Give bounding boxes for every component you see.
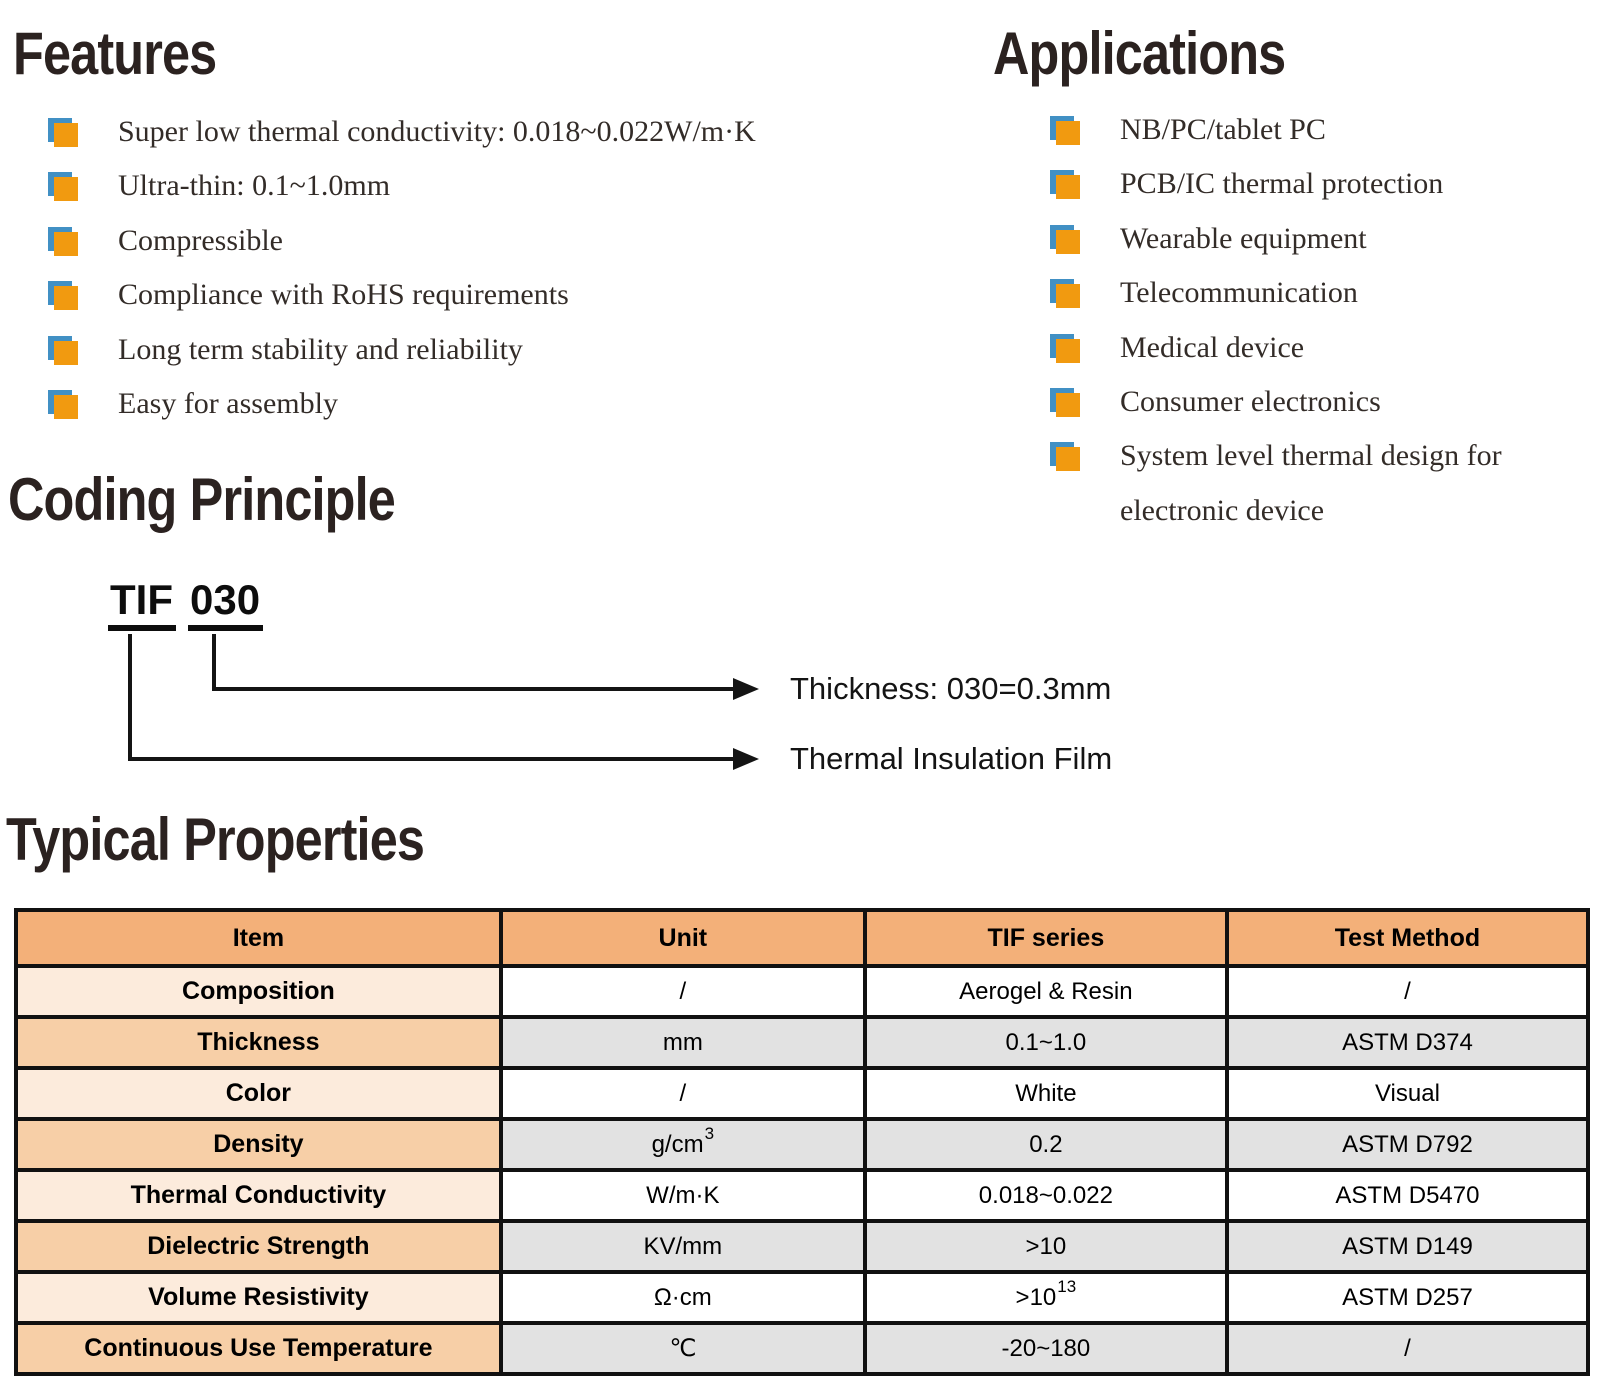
item-cell: Volume Resistivity — [16, 1272, 501, 1323]
unit-cell: W/m·K — [501, 1170, 865, 1221]
table-row — [16, 1272, 1588, 1323]
application-item-text: PCB/IC thermal protection — [1120, 167, 1444, 201]
test-method-cell: ASTM D149 — [1227, 1221, 1588, 1272]
application-item — [1050, 157, 1580, 211]
tif-series-cell: Aerogel & Resin — [865, 966, 1227, 1017]
coding-principle-heading-text: Coding Principle — [8, 466, 395, 533]
application-item-text: Wearable equipment — [1120, 221, 1367, 255]
application-item-text: System level thermal design for electronic device — [1120, 439, 1502, 527]
applications-heading-text: Applications — [993, 20, 1286, 87]
item-cell: Density — [16, 1119, 501, 1170]
coding-principle-heading — [8, 466, 469, 533]
table-row — [16, 1221, 1588, 1272]
film-arrowhead-icon — [733, 748, 759, 770]
table-row — [16, 1017, 1588, 1068]
unit-cell: $g/cm^3$ — [501, 1119, 865, 1170]
code-thickness: 030 — [188, 579, 263, 631]
tif-series-cell: White — [865, 1068, 1227, 1119]
item-cell: Continuous Use Temperature — [16, 1323, 501, 1374]
product-code — [108, 576, 263, 631]
feature-item-text: Ultra-thin: 0.1~1.0mm — [118, 169, 391, 203]
application-item-text: NB/PC/tablet PC — [1120, 113, 1326, 146]
feature-item — [48, 377, 756, 431]
table-body — [16, 966, 1588, 1374]
item-cell: Color — [16, 1068, 501, 1119]
square-bullet-icon — [48, 118, 78, 147]
column-header-item: Item — [16, 910, 501, 966]
unit-cell: ℃ — [501, 1323, 865, 1374]
application-item — [1050, 375, 1580, 429]
unit-cell: / — [501, 966, 865, 1017]
unit-cell: Ω·cm — [501, 1272, 865, 1323]
thickness-arrowhead-icon — [733, 678, 759, 700]
table-row — [16, 1323, 1588, 1374]
thickness-code-label: Thickness: 030=0.3mm — [790, 671, 1112, 706]
application-item — [1050, 266, 1580, 320]
test-method-cell: ASTM D5470 — [1227, 1170, 1588, 1221]
item-cell: Thickness — [16, 1017, 501, 1068]
column-header-unit: Unit — [501, 910, 865, 966]
feature-item-text: Long term stability and reliability — [118, 332, 523, 366]
application-item — [1050, 429, 1580, 538]
application-item — [1050, 321, 1580, 375]
square-bullet-icon — [48, 281, 78, 310]
feature-item — [48, 159, 756, 213]
typical-properties-heading — [6, 806, 504, 873]
column-header-test-method: Test Method — [1227, 910, 1588, 966]
square-bullet-icon — [48, 390, 78, 419]
square-bullet-icon — [1050, 334, 1080, 363]
features-heading-text: Features — [13, 20, 217, 87]
feature-item-text: Easy for assembly — [118, 387, 338, 421]
test-method-cell: / — [1227, 966, 1588, 1017]
feature-item — [48, 105, 756, 159]
square-bullet-icon — [1050, 442, 1080, 471]
square-bullet-icon — [48, 172, 78, 201]
feature-item-text: Compliance with RoHS requirements — [118, 278, 569, 312]
superscript: 13 — [1057, 1276, 1077, 1296]
square-bullet-icon — [1050, 225, 1080, 254]
square-bullet-icon — [48, 336, 78, 365]
tif-series-cell: >10 — [865, 1221, 1227, 1272]
square-bullet-icon — [48, 227, 78, 256]
square-bullet-icon — [1050, 279, 1080, 308]
table-row — [16, 1170, 1588, 1221]
test-method-cell: Visual — [1227, 1068, 1588, 1119]
square-bullet-icon — [1050, 170, 1080, 199]
test-method-cell: / — [1227, 1323, 1588, 1374]
square-bullet-icon — [1050, 388, 1080, 417]
feature-item — [48, 214, 756, 268]
typical-properties-table — [14, 908, 1590, 1376]
feature-item — [48, 323, 756, 377]
table-row — [16, 1119, 1588, 1170]
test-method-cell: ASTM D374 — [1227, 1017, 1588, 1068]
superscript: 3 — [704, 1123, 715, 1143]
tif-series-cell: -20~180 — [865, 1323, 1227, 1374]
unit-cell: mm — [501, 1017, 865, 1068]
square-bullet-icon — [1050, 116, 1080, 145]
table-row — [16, 966, 1588, 1017]
unit-cell: KV/mm — [501, 1221, 865, 1272]
typical-properties-heading-text: Typical Properties — [6, 806, 425, 873]
connector-lines — [130, 634, 735, 759]
tif-series-cell: 0.2 — [865, 1119, 1227, 1170]
tif-series-cell: $>10^{13}$ — [865, 1272, 1227, 1323]
item-cell: Thermal Conductivity — [16, 1170, 501, 1221]
code-prefix: TIF — [108, 579, 176, 631]
feature-item-text: Compressible — [118, 223, 283, 257]
applications-heading — [993, 20, 1341, 87]
tif-series-cell: 0.1~1.0 — [865, 1017, 1227, 1068]
application-item — [1050, 212, 1580, 266]
feature-item-text: Super low thermal conductivity: 0.018~0.022W/m·K — [118, 115, 756, 148]
thickness-connector-line — [214, 634, 735, 689]
application-item-text: Medical device — [1120, 330, 1305, 364]
feature-item — [48, 268, 756, 322]
film-connector-line — [130, 634, 735, 759]
table-header-row — [16, 910, 1588, 966]
unit-cell: / — [501, 1068, 865, 1119]
film-code-label: Thermal Insulation Film — [790, 741, 1113, 776]
features-heading — [13, 20, 255, 87]
column-header-tif-series: TIF series — [865, 910, 1227, 966]
test-method-cell: ASTM D792 — [1227, 1119, 1588, 1170]
test-method-cell: ASTM D257 — [1227, 1272, 1588, 1323]
applications-list — [1050, 103, 1580, 538]
application-item-text: Telecommunication — [1120, 276, 1358, 310]
arrowheads — [733, 678, 759, 770]
item-cell: Composition — [16, 966, 501, 1017]
item-cell: Dielectric Strength — [16, 1221, 501, 1272]
application-item-text: Consumer electronics — [1120, 385, 1381, 419]
features-list — [48, 105, 756, 431]
table-row — [16, 1068, 1588, 1119]
tif-series-cell: 0.018~0.022 — [865, 1170, 1227, 1221]
application-item — [1050, 103, 1580, 157]
